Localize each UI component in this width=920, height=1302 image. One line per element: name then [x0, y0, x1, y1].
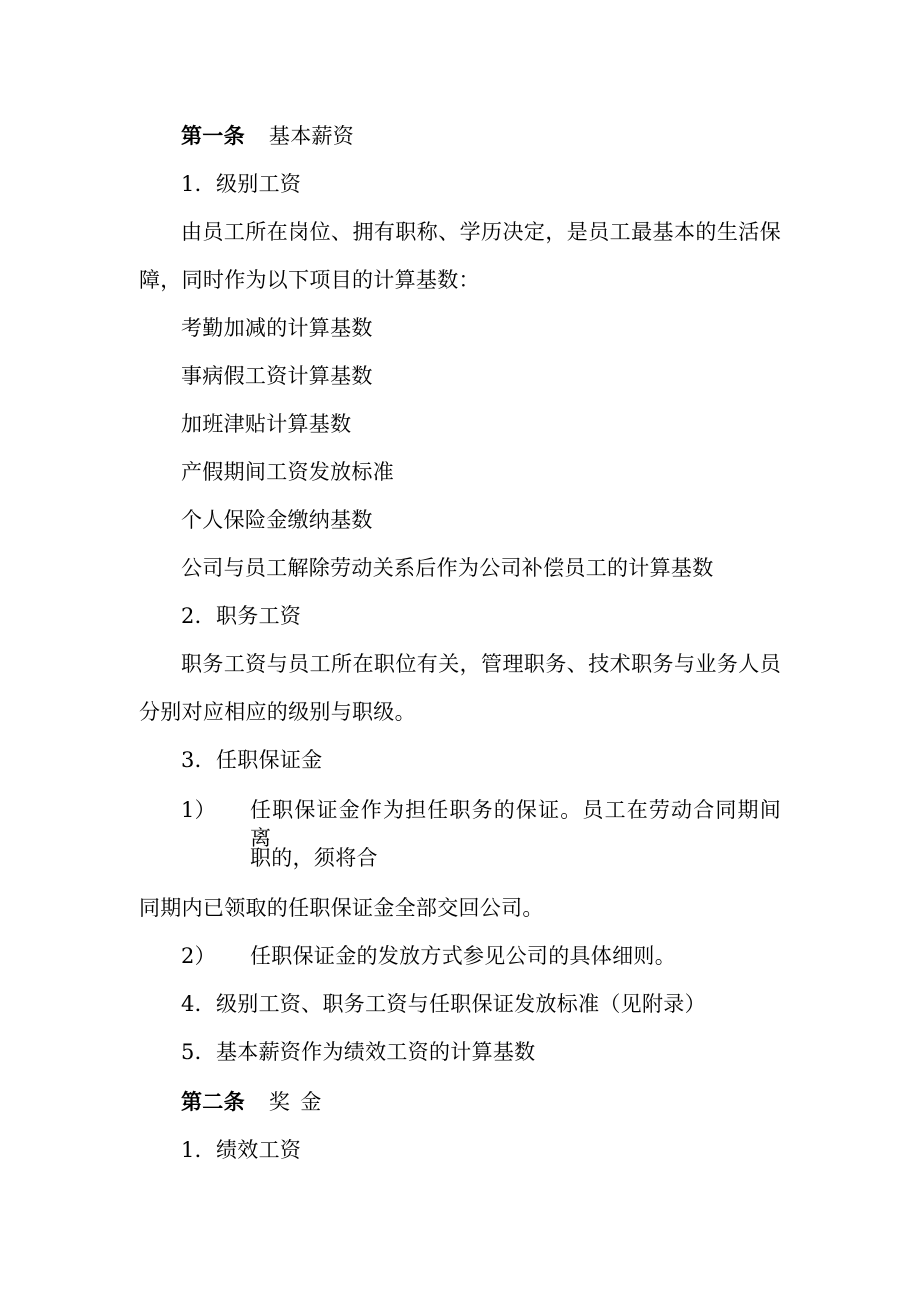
item-3-sub2-text: 任职保证金的发放方式参见公司的具体细则。	[250, 944, 676, 968]
item-1-number: 1．	[181, 172, 216, 196]
article-2-item-1	[181, 1136, 301, 1164]
article-2-item-1-number: 1．	[181, 1138, 216, 1162]
item-3-number: 3．	[181, 748, 216, 772]
base-item: 考勤加减的计算基数	[181, 316, 373, 340]
item-2-title: 职务工资	[215, 604, 302, 628]
item-3-heading	[181, 746, 322, 774]
base-item: 事病假工资计算基数	[181, 364, 373, 388]
article-2-heading	[181, 1088, 322, 1116]
article-1-label: 第一条	[181, 123, 245, 148]
item-3-sub1-line1: 任职保证金作为担任职务的保证。员工在劳动合同期间离	[250, 798, 781, 850]
item-5	[181, 1038, 535, 1066]
base-item: 个人保险金缴纳基数	[181, 508, 373, 532]
item-2-heading	[181, 602, 301, 630]
article-2-title-char2: 金	[300, 1090, 322, 1114]
item-3-sub1-line2: 职的，须将合	[250, 846, 378, 870]
item-3-sub2-number: 2）	[181, 944, 216, 968]
article-2-label: 第二条	[181, 1089, 245, 1114]
article-2-item-1-title: 绩效工资	[215, 1138, 302, 1162]
base-item: 产假期间工资发放标准	[181, 460, 394, 484]
item-1-heading	[181, 170, 301, 198]
item-4-text: 级别工资、职务工资与任职保证发放标准（见附录）	[215, 992, 706, 1016]
item-2-desc-line1: 职务工资与员工所在职位有关，管理职务、技术职务与业务人员	[181, 652, 781, 676]
base-item: 加班津贴计算基数	[181, 412, 352, 436]
item-2-desc-line2: 分别对应相应的级别与职级。	[139, 700, 416, 724]
item-3-title: 任职保证金	[215, 748, 323, 772]
item-1-desc-line2: 障，同时作为以下项目的计算基数：	[139, 268, 480, 292]
item-1-title: 级别工资	[215, 172, 302, 196]
base-item: 公司与员工解除劳动关系后作为公司补偿员工的计算基数	[181, 556, 714, 580]
item-4	[181, 990, 706, 1018]
article-1-title: 基本薪资	[268, 124, 355, 148]
item-5-number: 5．	[181, 1040, 216, 1064]
item-1-desc-line1: 由员工所在岗位、拥有职称、学历决定，是员工最基本的生活保	[181, 220, 781, 244]
item-4-number: 4．	[181, 992, 216, 1016]
article-1-heading	[181, 122, 354, 150]
item-2-number: 2．	[181, 604, 216, 628]
article-2-title-char1: 奖	[268, 1090, 291, 1114]
item-3-sub1-line3: 同期内已领取的任职保证金全部交回公司。	[139, 896, 544, 920]
item-3-sub1-number: 1）	[181, 798, 216, 822]
item-5-text: 基本薪资作为绩效工资的计算基数	[215, 1040, 536, 1064]
